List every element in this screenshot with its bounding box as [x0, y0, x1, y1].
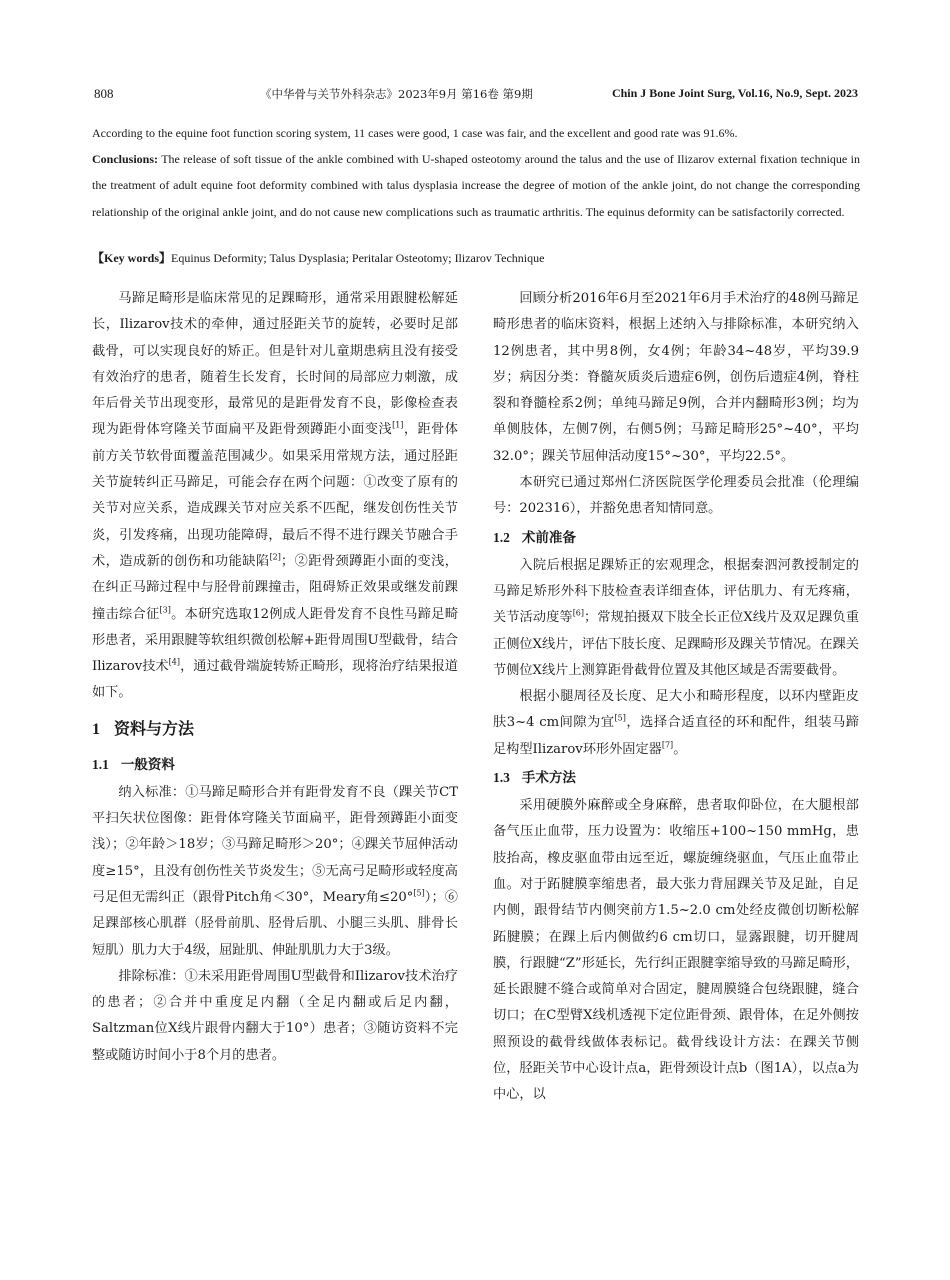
intro-paragraph: 马蹄足畸形是临床常见的足踝畸形，通常采用跟腱松解延长，Ilizarov技术的牵伸，通过胫距关节的旋转，必要时足部截骨，可以实现良好的矫正。但是针对儿童期患病且没有接受有效治疗的患者，随着生长发育，长时间的局部应力刺激，成年后骨关节出现变形，最常见的是距骨发育不良，影像检查表现为距骨体穹隆关节面扁平及距骨颈蹲距小面变浅[1]，距骨体前方关节软骨面覆盖范围减少。如果采用常规方法，通过胫距关节旋转纠正马蹄足，可能会存在两个问题：①改变了原有的关节对应关系，造成踝关节对应关系不匹配，继发创伤性关节炎，引发疼痛，出现功能障碍，最后不得不进行踝关节融合手术，造成新的创伤和功能缺陷[2]；②距骨颈蹲距小面的变浅，在纠正马蹄过程中与胫骨前踝撞击，阻碍矫正效果或继发前踝撞击综合征[3]。本研究选取12例成人距骨发育不良性马蹄足畸形患者，采用跟腱等软组织微创松解+距骨周围U型截骨，结合Ilizarov技术[4]，通过截骨端旋转矫正畸形，现将治疗结果报道如下。 — [92, 291, 459, 701]
page-number: 808 — [94, 86, 114, 101]
frame-paragraph: 根据小腿周径及长度、足大小和畸形程度，以环内壁距皮肤3~4 cm间隙为宜[5]，选择合适直径的环和配件，组装马蹄足构型Ilizarov环形外固定器[7]。 — [493, 689, 859, 757]
citation-4[interactable]: [4] — [168, 657, 181, 667]
exclusion-criteria: 排除标准：①未采用距骨周围U型截骨和Ilizarov技术治疗的患者；②合并中重度足内翻（全足内翻或后足内翻，Saltzman位X线片跟骨内翻大于10°）患者；③随访资料不完整或随访时间小于8个月的患者。 — [92, 968, 458, 1063]
keywords — [92, 249, 860, 266]
english-abstract — [92, 120, 860, 225]
keywords-label: 【Key words】 — [92, 251, 171, 265]
subsection-heading-1-1: 1.1 一般资料 — [92, 756, 175, 773]
ethics-paragraph: 本研究已通过郑州仁济医院医学伦理委员会批准（伦理编号：202316），并豁免患者知情同意。 — [493, 475, 859, 517]
keywords-text: Equinus Deformity; Talus Dysplasia; Peritalar Osteotomy; Ilizarov Technique — [171, 251, 545, 265]
subsection-heading-1-3: 1.3 手术方法 — [493, 770, 576, 787]
abstract-conclusions — [92, 146, 860, 225]
preop-paragraph: 入院后根据足踝矫正的宏观理念，根据秦泗河教授制定的马蹄足矫形外科下肢检查表详细查体，评估肌力、有无疼痛，关节活动度等[6]；常规拍摄双下肢全长正位X线片及双足踝负重正侧位X线片，评估下肢长度、足踝畸形及踝关节情况。在踝关节侧位X线片上测算距骨截骨位置及其他区域是否需要截骨。 — [493, 557, 860, 678]
conclusions-label: Conclusions: — [92, 152, 159, 167]
citation-5[interactable]: [5] — [413, 888, 425, 898]
conclusions-text: The release of soft tissue of the ankle combined with U-shaped osteotomy around the talus and the use of Ilizarov external fixation technique in the treatment of adult equine foot deformity combined with talus dysplasia increase the degree of motion of the ankle joint, do not change the corresponding relationship of the original ankle joint, and do not cause new complications such as traumatic arthritis. The equinus deformity can be satisfactorily corrected. — [92, 152, 860, 219]
left-column — [92, 286, 458, 1069]
citation-1[interactable]: [1] — [392, 421, 404, 431]
right-column — [493, 286, 859, 1109]
journal-title-en: Chin J Bone Joint Surg, Vol.16, No.9, Sept. 2023 — [611, 86, 858, 100]
retrospective-paragraph: 回顾分析2016年6月至2021年6月手术治疗的48例马蹄足畸形患者的临床资料，根据上述纳入与排除标准，本研究纳入12例患者，其中男8例，女4例；年龄34~48岁，平均39.9岁；病因分类：脊髓灰质炎后遗症6例，创伤后遗症4例，脊柱裂和脊髓栓系2例；单纯马蹄足9例，合并内翻畸形3例；均为单侧肢体，左侧7例，右侧5例；马蹄足畸形25°~40°，平均32.0°；踝关节屈伸活动度15°~30°，平均22.5°。 — [493, 291, 859, 464]
inclusion-criteria: 纳入标准：①马蹄足畸形合并有距骨发育不良（踝关节CT平扫矢状位图像：距骨体穹隆关节面扁平，距骨颈蹲距小面变浅）；②年龄＞18岁；③马蹄足畸形＞20°；④踝关节屈伸活动度≥15°，且没有创伤性关节炎发生；⑤无高弓足畸形或轻度高弓足但无需纠正（跟骨Pitch角＜30°，Meary角≤20°[5]）；⑥足踝部核心肌群（胫骨前肌、胫骨后肌、小腿三头肌、腓骨长短肌）肌力大于4级，屈趾肌、伸趾肌肌力大于3级。 — [92, 784, 458, 958]
running-header — [90, 86, 858, 106]
subsection-heading-1-2: 1.2 术前准备 — [493, 529, 576, 546]
citation-7[interactable]: [7] — [661, 740, 674, 750]
citation-5b[interactable]: [5] — [614, 714, 626, 724]
citation-6[interactable]: [6] — [572, 608, 585, 618]
surgery-paragraph: 采用硬膜外麻醉或全身麻醉，患者取仰卧位，在大腿根部备气压止血带，压力设置为：收缩压+100~150 mmHg，患肢抬高，橡皮驱血带由远至近，螺旋缠绕驱血，气压止血带止血。对于跖腱膜挛缩患者，最大张力背屈踝关节及足趾，自足内侧，跟骨结节内侧突前方1.5~2.0 cm处经皮微创切断松解跖腱膜；在踝上后内侧做约6 cm切口，显露跟腱，切开腱周膜，行跟腱“Z”形延长，先行纠正跟腱挛缩导致的马蹄足畸形，延长跟腱不缝合或简单对合固定，腱周膜缝合包绕跟腱，缝合切口；在C型臂X线机透视下定位距骨颈、跟骨体，在足外侧按照预设的截骨线做体表标记。截骨线设计方法：在踝关节侧位，胫距关节中心设计点a，距骨颈设计点b（图1A），以点a为中心，以 — [493, 798, 859, 1103]
abstract-results-tail: According to the equine foot function scoring system, 11 cases were good, 1 case was fair, and the excellent and good rate was 91.6%. — [92, 126, 738, 140]
section-heading-1: 1 资料与方法 — [92, 718, 195, 738]
citation-2[interactable]: [2] — [269, 552, 281, 562]
citation-3[interactable]: [3] — [159, 605, 171, 615]
journal-title-cn: 《中华骨与关节外科杂志》2023年9月 第16卷 第9期 — [260, 87, 533, 101]
